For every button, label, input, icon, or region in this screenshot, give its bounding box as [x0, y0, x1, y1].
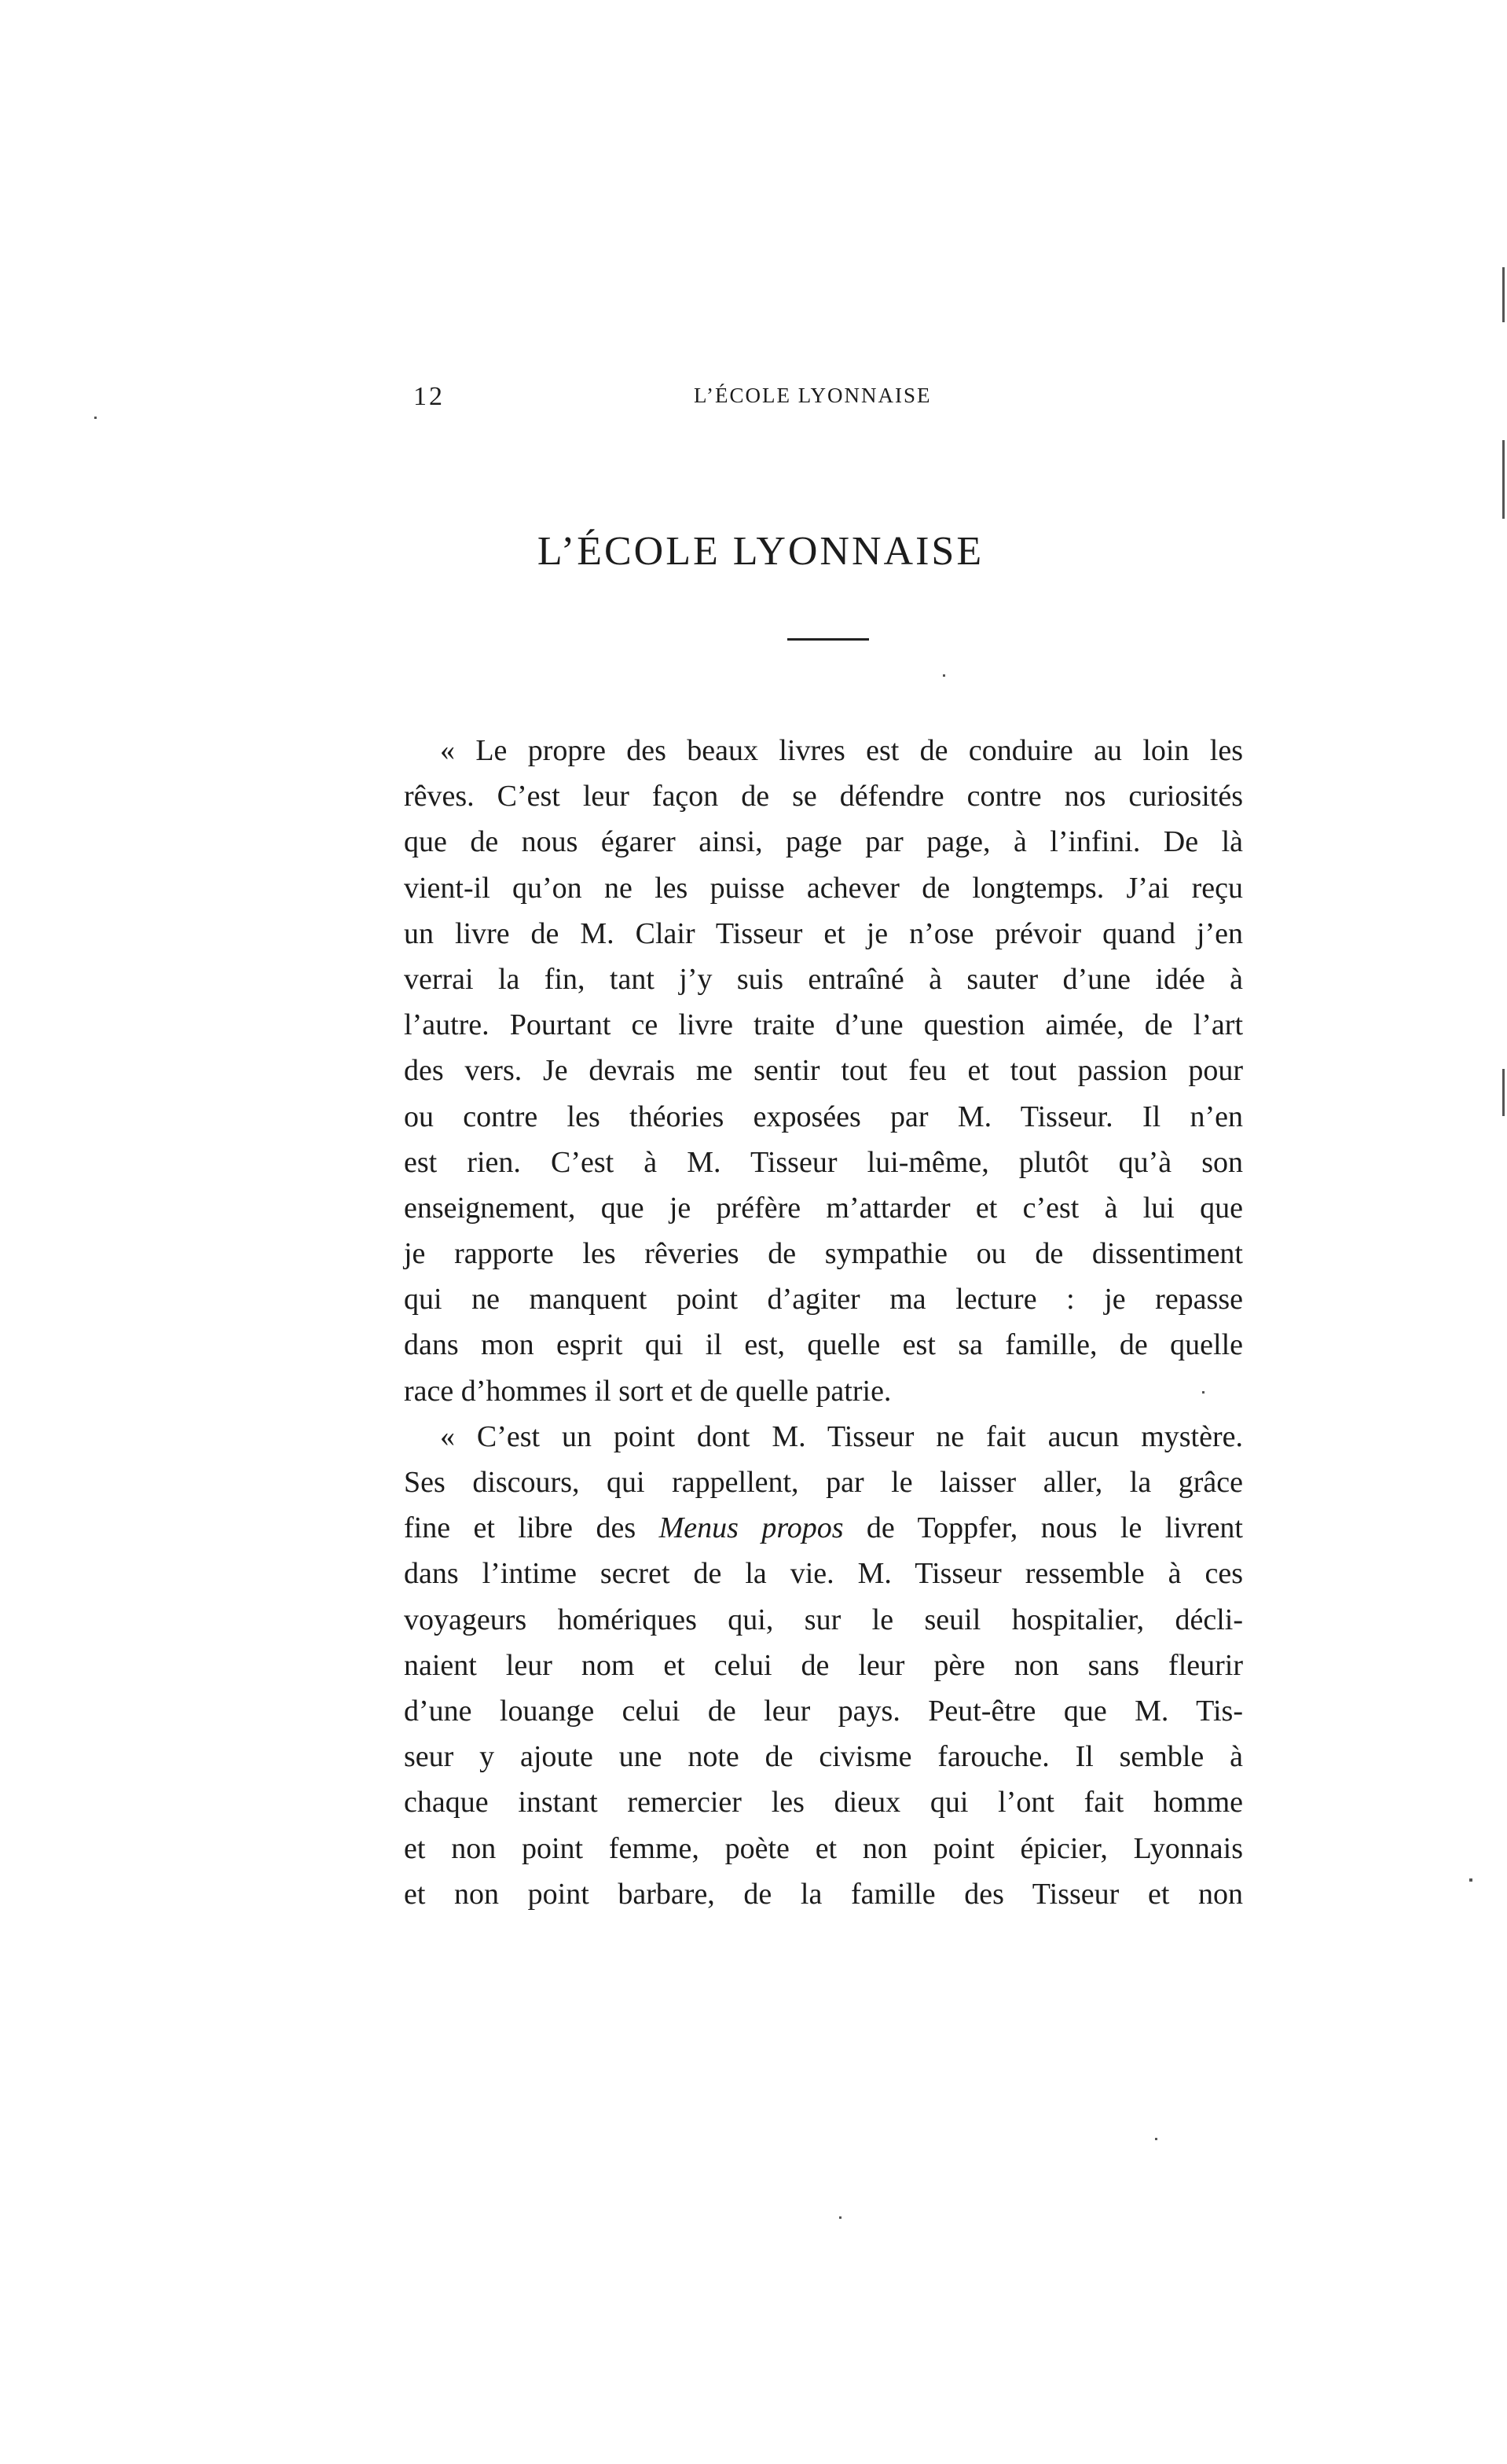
scan-mark	[1469, 1878, 1472, 1882]
text-line: rêves. C’est leur façon de se défendre contre nos curiosités	[404, 780, 1243, 813]
text-line: dans l’intime secret de la vie. M. Tisseur ressemble à ces	[404, 1557, 1243, 1591]
scan-mark	[943, 674, 945, 677]
scan-mark	[1202, 1391, 1204, 1394]
text-line: chaque instant remercier les dieux qui l’ont fait homme	[404, 1786, 1243, 1820]
text-line: Ses discours, qui rappellent, par le laisser aller, la grâce	[404, 1466, 1243, 1499]
page-number: 12	[413, 382, 445, 411]
scan-mark	[1502, 267, 1505, 322]
text-line: dans mon esprit qui il est, quelle est sa famille, de quelle	[404, 1328, 1243, 1362]
text-line: qui ne manquent point d’agiter ma lecture : je repasse	[404, 1283, 1243, 1316]
italic-book-title: Menus propos	[658, 1511, 844, 1545]
text-line: des vers. Je devrais me sentir tout feu et tout passion pour	[404, 1054, 1243, 1088]
scan-mark	[94, 417, 97, 419]
text-line: est rien. C’est à M. Tisseur lui-même, plutôt qu’à son	[404, 1145, 1243, 1179]
text-line: l’autre. Pourtant ce livre traite d’une question aimée, de l’art	[404, 1008, 1243, 1042]
text-line: et non point femme, poète et non point épicier, Lyonnais	[404, 1831, 1243, 1865]
text-segment: de Toppfer, nous le livrent	[843, 1511, 1243, 1545]
scan-mark	[1155, 2138, 1157, 2140]
title-rule	[787, 638, 869, 641]
text-line: d’une louange celui de leur pays. Peut-être que M. Tis-	[404, 1694, 1243, 1728]
text-line: verrai la fin, tant j’y suis entraîné à sauter d’une idée à	[404, 962, 1243, 996]
text-line: que de nous égarer ainsi, page par page, à l’infini. De là	[404, 825, 1243, 859]
text-line: « C’est un point dont M. Tisseur ne fait aucun mystère.	[440, 1419, 1243, 1453]
text-line: naient leur nom et celui de leur père non sans fleurir	[404, 1648, 1243, 1682]
text-line: « Le propre des beaux livres est de conduire au loin les	[440, 734, 1243, 767]
scan-mark	[839, 2216, 842, 2219]
text-line: un livre de M. Clair Tisseur et je n’ose prévoir quand j’en	[404, 916, 1243, 950]
text-line: ou contre les théories exposées par M. Tisseur. Il n’en	[404, 1100, 1243, 1133]
running-header	[0, 376, 1507, 423]
scan-mark	[1502, 440, 1505, 519]
text-line: race d’hommes il sort et de quelle patrie.	[404, 1374, 892, 1408]
text-line	[404, 1505, 1243, 1551]
text-line: enseignement, que je préfère m’attarder et c’est à lui que	[404, 1191, 1243, 1225]
text-line: voyageurs homériques qui, sur le seuil hospitalier, décli-	[404, 1603, 1243, 1636]
body-text	[404, 728, 1243, 1917]
text-line: seur y ajoute une note de civisme farouche. Il semble à	[404, 1740, 1243, 1774]
text-line: je rapporte les rêveries de sympathie ou de dissentiment	[404, 1237, 1243, 1271]
text-line: vient-il qu’on ne les puisse achever de longtemps. J’ai reçu	[404, 871, 1243, 905]
chapter-title: L’ÉCOLE LYONNAISE	[537, 529, 984, 574]
text-segment: fine et libre des	[404, 1511, 659, 1545]
text-line: et non point barbare, de la famille des Tisseur et non	[404, 1877, 1243, 1911]
scan-mark	[1502, 1069, 1505, 1116]
running-title: L’ÉCOLE LYONNAISE	[694, 384, 932, 407]
